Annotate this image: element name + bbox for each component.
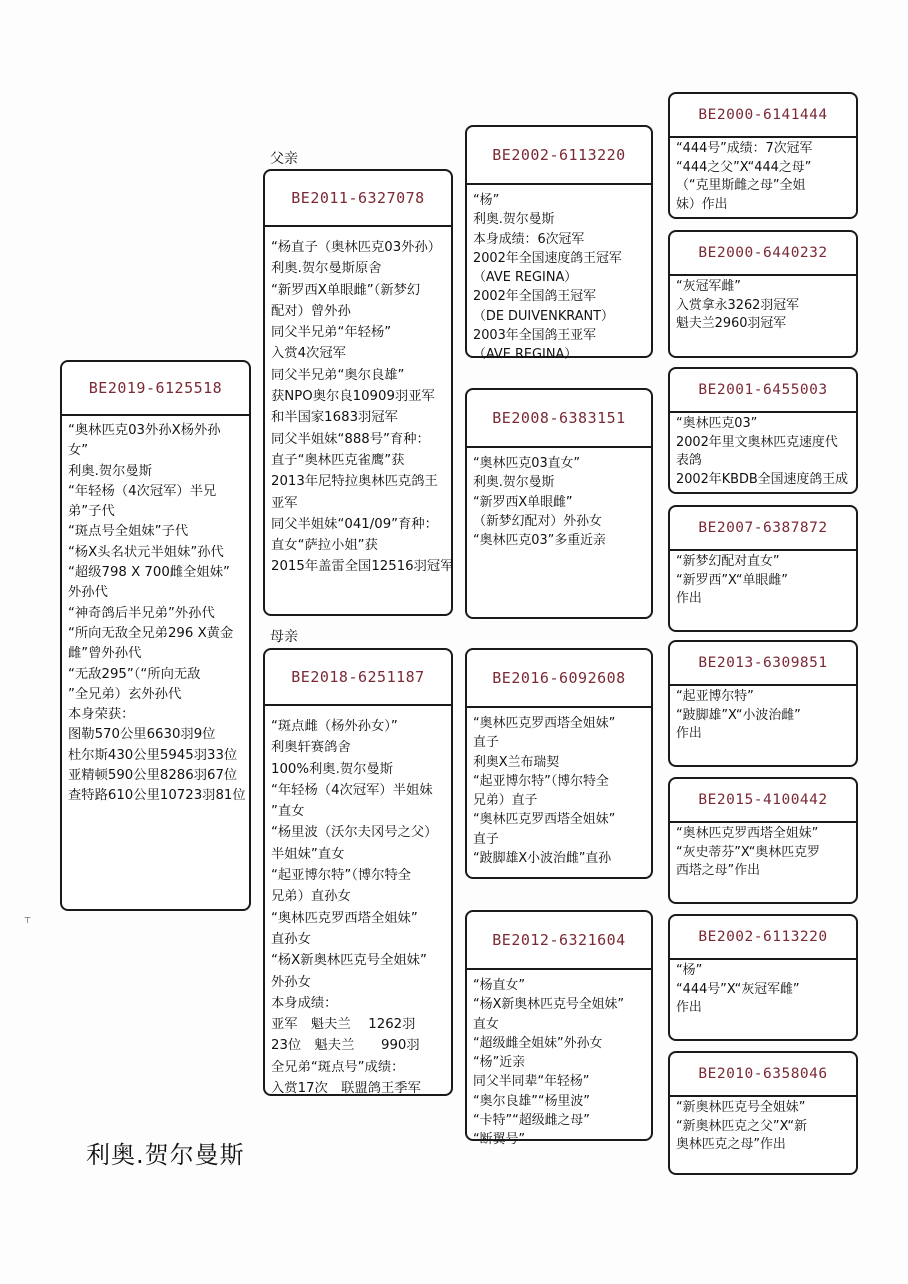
card-line: “新罗西X单眼雌” xyxy=(473,494,573,510)
mother-card[interactable] xyxy=(263,648,453,1096)
card-body xyxy=(670,960,856,1018)
card-line: 作出 xyxy=(676,591,702,607)
card-line: “年轻杨（4次冠军）半兄 xyxy=(68,483,217,499)
card-line: 入赏17次 联盟鸽王季军 xyxy=(271,1081,421,1097)
card-line: 100%利奥.贺尔曼斯 xyxy=(271,761,394,777)
card-line: “杨” xyxy=(473,193,500,208)
card-line: 雌”曾外孙代 xyxy=(68,646,142,662)
card-line: ”直女 xyxy=(271,804,305,820)
father-card[interactable] xyxy=(263,169,453,616)
card-line: “起亚博尔特”（博尔特全 xyxy=(271,868,412,884)
card-line: “444号”成绩：7次冠军 xyxy=(676,141,813,156)
card-line: “神奇鸽后半兄弟”外孙代 xyxy=(68,605,215,621)
card-line: 亚精顿590公里8286羽67位 xyxy=(68,768,238,784)
card-line: （“克里斯雌之母”全姐 xyxy=(676,178,806,194)
card-line: 本身成绩：6次冠军 xyxy=(473,231,585,247)
card-line: “超级798 X 700雌全姐妹” xyxy=(68,565,230,581)
card-body xyxy=(467,448,651,550)
card-line: “起亚博尔特”（博尔特全 xyxy=(473,773,609,789)
card-line: 同父半兄弟“奥尔良雄” xyxy=(271,367,405,383)
card-line: “灰冠军雌” xyxy=(676,279,741,294)
card-body xyxy=(670,1097,856,1155)
card-line: 利奥.贺尔曼斯 xyxy=(68,463,153,479)
card-line: 利奥.贺尔曼斯原舍 xyxy=(271,261,382,277)
card-line: 作出 xyxy=(676,1000,702,1016)
great-grandparent-card[interactable] xyxy=(668,777,858,904)
card-line: 作出 xyxy=(676,726,702,742)
card-line: “奥林匹克罗西塔全姐妹” xyxy=(473,716,616,731)
ring-number: BE2000-6440232 xyxy=(670,232,856,276)
ring-number: BE2016-6092608 xyxy=(467,650,651,708)
card-line: 图勒570公里6630羽9位 xyxy=(68,727,216,743)
card-body xyxy=(670,551,856,609)
ring-number: BE2019-6125518 xyxy=(62,362,249,416)
card-line: “跛脚雄X小波治雌”直孙 xyxy=(473,851,612,867)
card-line: 西塔之母”作出 xyxy=(676,863,761,879)
card-line: 杜尔斯430公里5945羽33位 xyxy=(68,747,238,763)
card-line: “奥林匹克罗西塔全姐妹” xyxy=(473,812,616,828)
card-line: （AVE REGINA） xyxy=(473,347,578,363)
card-line: 配对）曾外孙 xyxy=(271,303,351,319)
card-line: “杨” xyxy=(676,963,703,978)
card-line: （新梦幻配对）外孙女 xyxy=(473,513,602,529)
card-line: “杨里波（沃尔夫冈号之父） xyxy=(271,825,438,841)
card-line: 查特路610公里10723羽81位 xyxy=(68,788,246,804)
card-line: 2015年盖雷全国12516羽冠军 xyxy=(271,559,454,575)
card-body xyxy=(265,227,454,578)
card-line: 直子 xyxy=(473,735,499,751)
card-line: 利奥轩赛鸽舍 xyxy=(271,740,351,756)
card-line: 女” xyxy=(68,443,89,459)
great-grandparent-card[interactable] xyxy=(668,914,858,1041)
card-body xyxy=(62,416,249,807)
card-line: 利奥.贺尔曼斯 xyxy=(473,475,555,491)
card-line: 和半国家1683羽冠军 xyxy=(271,410,398,426)
card-line: ”全兄弟）玄外孙代 xyxy=(68,686,182,702)
great-grandparent-card[interactable] xyxy=(668,1051,858,1175)
card-line: 亚军 xyxy=(271,495,298,511)
card-line: 2013年尼特拉奥林匹克鸽王 xyxy=(271,474,438,490)
card-line: “新梦幻配对直女” xyxy=(676,554,780,569)
card-line: “断翼号” xyxy=(473,1132,526,1148)
ring-number: BE2013-6309851 xyxy=(670,642,856,686)
great-grandparent-card[interactable] xyxy=(668,92,858,219)
card-line: 2002年里文奥林匹克速度代 xyxy=(676,434,838,450)
card-line: 同父半姐妹“888号”育种： xyxy=(271,431,430,447)
card-line: “斑点号全姐妹”子代 xyxy=(68,524,189,540)
card-line: “超级雌全姐妹”外孙女 xyxy=(473,1035,603,1051)
card-line: “杨直子（奥林匹克03外孙） xyxy=(271,240,442,255)
card-body xyxy=(467,185,651,365)
card-line: 2002年全国鸽王冠军 xyxy=(473,289,597,305)
footer-loft-name: 利奥.贺尔曼斯 xyxy=(86,1141,245,1169)
card-body xyxy=(467,970,651,1150)
card-line: “杨”近亲 xyxy=(473,1055,526,1071)
card-line: 直女“萨拉小姐”获 xyxy=(271,538,378,554)
grandparent-card[interactable] xyxy=(465,910,653,1148)
ring-number: BE2002-6113220 xyxy=(670,916,856,960)
card-line: 半姐妹”直女 xyxy=(271,846,345,862)
card-line: 同父半兄弟“年轻杨” xyxy=(271,325,392,341)
card-line: “新奥林匹克号全姐妹” xyxy=(676,1100,806,1115)
great-grandparent-card[interactable] xyxy=(668,230,858,358)
card-body xyxy=(670,686,856,744)
card-line: “奥尔良雄”“杨里波” xyxy=(473,1093,590,1109)
ring-number: BE2010-6358046 xyxy=(670,1053,856,1097)
card-line: “新罗西X单眼雌”（新梦幻 xyxy=(271,282,421,298)
card-line: “奥林匹克03”多重近亲 xyxy=(473,533,606,549)
ring-number: BE2001-6455003 xyxy=(670,369,856,413)
great-grandparent-card[interactable] xyxy=(668,505,858,632)
card-line: 同父半同辈“年轻杨” xyxy=(473,1074,590,1090)
card-line: “无敌295”（“所向无敌 xyxy=(68,666,201,682)
card-line: 获NPO奥尔良10909羽亚军 xyxy=(271,389,435,405)
ring-number: BE2012-6321604 xyxy=(467,912,651,970)
card-line: 直孙女 xyxy=(271,931,311,947)
card-line: 表鸽 xyxy=(676,453,702,469)
card-line: “新奥林匹克之父”X“新 xyxy=(676,1118,807,1134)
card-body xyxy=(670,138,856,214)
card-line: 2003年全国鸽王亚军 xyxy=(473,328,597,344)
ring-number: BE2002-6113220 xyxy=(467,127,651,185)
card-line: “新罗西”X“单眼雌” xyxy=(676,572,788,588)
card-line: 入赏4次冠军 xyxy=(271,346,346,362)
card-line: 奥林匹克之母”作出 xyxy=(676,1137,786,1153)
card-line: 入赏拿永3262羽冠军 xyxy=(676,297,800,313)
ring-number: BE2008-6383151 xyxy=(467,390,651,448)
card-line: 23位 魁夫兰 990羽 xyxy=(271,1038,420,1054)
card-line: “杨X头名状元半姐妹”孙代 xyxy=(68,544,224,560)
great-grandparent-card[interactable] xyxy=(668,640,858,767)
card-body xyxy=(467,708,651,868)
ring-number: BE2015-4100442 xyxy=(670,779,856,823)
card-line: “年轻杨（4次冠军）半姐妹 xyxy=(271,782,433,798)
grandparent-card[interactable] xyxy=(465,388,653,619)
card-line: “跛脚雄”X“小波治雌” xyxy=(676,707,801,723)
card-line: 弟”子代 xyxy=(68,504,115,520)
card-line: 利奥.贺尔曼斯 xyxy=(473,212,555,228)
card-line: “起亚博尔特” xyxy=(676,689,754,704)
card-line: “444号”X“灰冠军雌” xyxy=(676,981,800,997)
card-line: 直女 xyxy=(473,1016,499,1032)
card-body xyxy=(670,413,856,489)
great-grandparent-card[interactable] xyxy=(668,367,858,494)
card-line: 2002年全国速度鸽王冠军 xyxy=(473,250,622,266)
card-line: 兄弟）直子 xyxy=(473,793,538,809)
ring-number: BE2000-6141444 xyxy=(670,94,856,138)
card-line: （AVE REGINA） xyxy=(473,270,578,286)
card-line: 利奥X兰布瑞契 xyxy=(473,754,560,770)
card-line: “所向无敌全兄弟296 X黄金 xyxy=(68,625,234,641)
mother-label: 母亲 xyxy=(270,629,298,645)
card-line: “奥林匹克03外孙X杨外孙 xyxy=(68,423,221,438)
grandparent-card[interactable] xyxy=(465,125,653,363)
card-line: “444之父”X“444之母” xyxy=(676,159,812,175)
card-line: 本身荣获： xyxy=(68,707,135,723)
card-line: （DE DUIVENKRANT） xyxy=(473,308,614,324)
card-body xyxy=(265,706,451,1099)
card-line: “杨X新奥林匹克号全姐妹” xyxy=(473,997,625,1013)
card-line: “斑点雌（杨外孙女）” xyxy=(271,719,398,734)
card-line: 直子“奥林匹克雀鹰”获 xyxy=(271,452,405,468)
card-line: “杨直女” xyxy=(473,978,526,993)
card-line: 外孙代 xyxy=(68,585,108,601)
card-line: “奥林匹克03” xyxy=(676,416,758,431)
card-line: 直子 xyxy=(473,831,499,847)
ring-number: BE2007-6387872 xyxy=(670,507,856,551)
grandparent-card[interactable] xyxy=(465,648,653,879)
ring-number: BE2011-6327078 xyxy=(265,171,451,227)
scan-speck-icon: ⸆ xyxy=(24,915,31,931)
card-line: “奥林匹克罗西塔全姐妹” xyxy=(271,910,418,926)
card-body xyxy=(670,276,856,334)
card-line: “杨X新奥林匹克号全姐妹” xyxy=(271,953,427,969)
card-line: 同父半姐妹“041/09”育种： xyxy=(271,516,438,532)
card-line: 兄弟）直孙女 xyxy=(271,889,351,905)
card-line: “灰史蒂芬”X“奥林匹克罗 xyxy=(676,844,820,860)
ring-number: BE2018-6251187 xyxy=(265,650,451,706)
card-line: 妹）作出 xyxy=(676,196,728,212)
card-line: 亚军 魁夫兰 1262羽 xyxy=(271,1017,416,1033)
card-line: 2002年KBDB全国速度鸽王成 xyxy=(676,471,848,487)
card-line: 本身成绩： xyxy=(271,995,338,1011)
card-line: 外孙女 xyxy=(271,974,311,990)
card-line: “卡特”“超级雌之母” xyxy=(473,1113,590,1129)
subject-card[interactable] xyxy=(60,360,251,911)
card-line: 全兄弟“斑点号”成绩： xyxy=(271,1059,405,1075)
father-label: 父亲 xyxy=(270,151,298,167)
card-line: “奥林匹克罗西塔全姐妹” xyxy=(676,826,819,841)
card-body xyxy=(670,823,856,881)
card-line: “奥林匹克03直女” xyxy=(473,456,581,471)
card-line: 魁夫兰2960羽冠军 xyxy=(676,316,787,332)
